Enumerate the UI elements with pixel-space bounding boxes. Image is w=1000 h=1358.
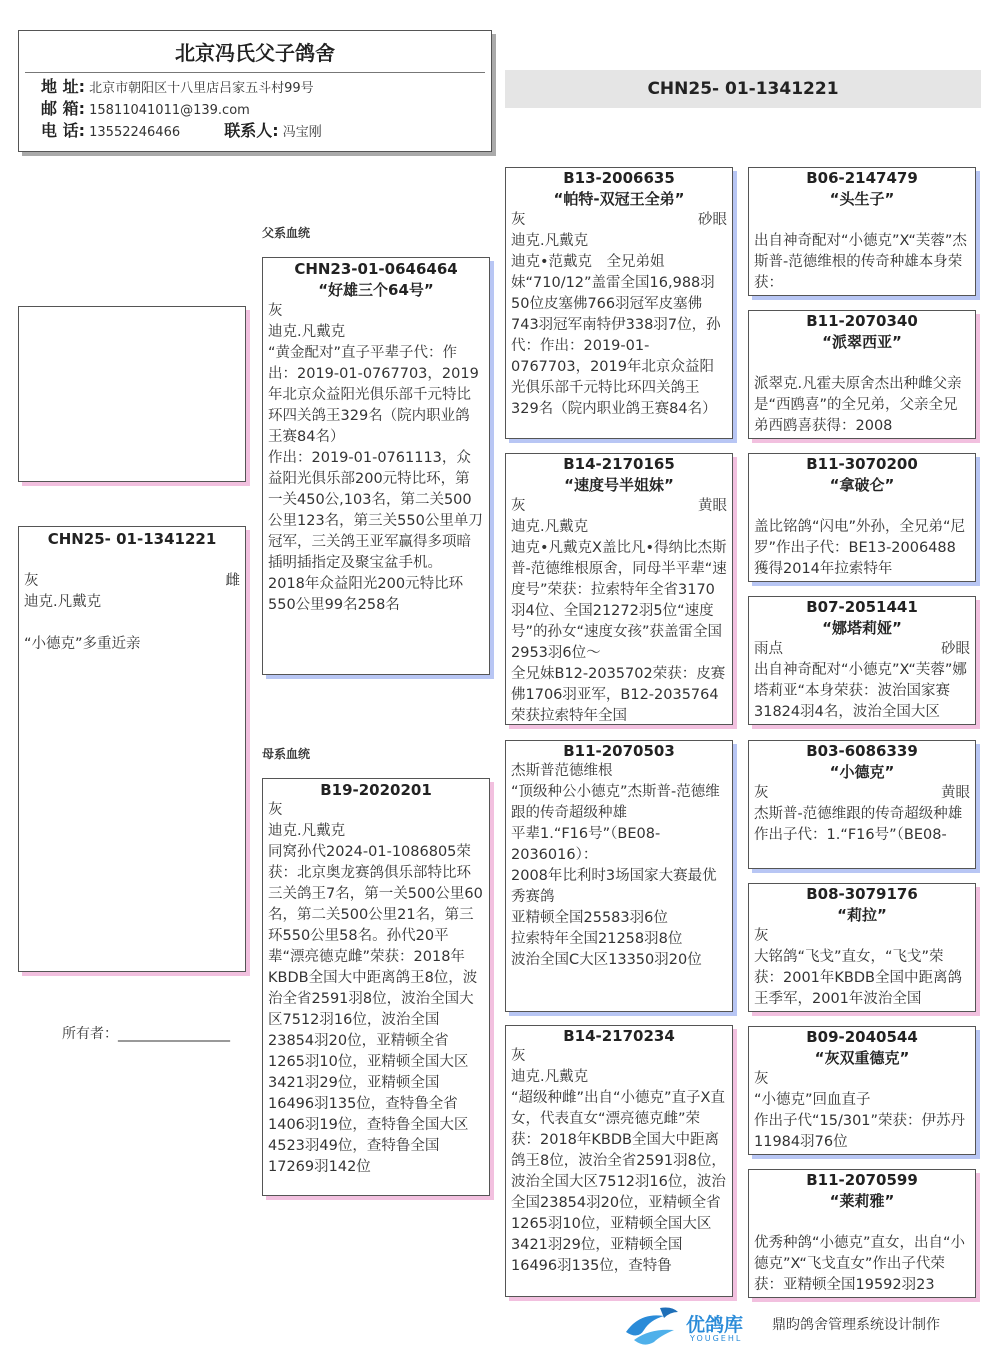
- dam-ring: B19-2020201: [320, 781, 432, 799]
- loft-info-card: [18, 30, 492, 152]
- g4-5-ring: B08-3079176: [806, 885, 918, 903]
- g4-0-name: “头生子”: [829, 190, 895, 208]
- footer-brand-en: YOUGEHL: [690, 1334, 743, 1343]
- g4-7-description: 优秀种鸽“小德克”直女，出自“小德克”X“飞戈直女”作出子代荣获：亚精顿全国19592羽23: [754, 1235, 966, 1293]
- g4-4-description: 杰斯普-范德维跟的传奇超级种雄 作出子代：1.“F16号”（BE08-: [754, 806, 963, 843]
- g4-3-eye: 砂眼: [941, 641, 970, 657]
- subject-sex: 雌: [225, 573, 240, 589]
- subject-color-row: [24, 571, 240, 592]
- g3-1-description: 迪克.凡戴克 迪克•凡戴克X盖比凡•得纳比杰斯普-范德维根原舍，同母半平辈“速度号”荣获：拉索特年全省3170羽4位、全国21272羽5位“速度号”的孙女“速度女孩”获盖雷全国2953羽6位～ 全兄妹B12-2035702荣获：皮赛佛1706羽亚军，B12-2035764荣获拉索特年全国: [511, 519, 727, 724]
- subject-card: [18, 526, 246, 972]
- email-row: [19, 99, 491, 121]
- g4-7-color-row: [754, 1212, 970, 1233]
- subject-strain: 迪克.凡戴克: [24, 594, 102, 610]
- g4-2-name: “拿破仑”: [829, 476, 895, 494]
- g3-1-name: “速度号半姐妹”: [564, 476, 674, 494]
- contact-label: 联系人:: [224, 121, 279, 140]
- g4-4-color-row: [754, 783, 970, 804]
- footer-credit: 鼎昀鸽舍管理系统设计制作: [772, 1317, 940, 1333]
- g3-0-description: 迪克.凡戴克 迪克•范戴克 全兄弟姐妹“710/12”盖雷全国16,988羽50位皮塞佛766羽冠军皮塞佛743羽冠军南特伊338羽7位，孙代：作出：2019-01-0767703，2019年北京众益阳光俱乐部千元特比环四关鸽王329名（院内职业鸽王赛84名）: [511, 233, 721, 417]
- g4-2-ring: B11-3070200: [806, 455, 918, 473]
- granddam-paternal-card: [505, 453, 733, 725]
- g4-4-name: “小德克”: [829, 763, 895, 781]
- g4-6-ring: B09-2040544: [806, 1028, 918, 1046]
- g4-1-description: 派翠克.凡霍夫原舍杰出种雌父亲是“西鸥喜”的全兄弟，父亲全兄弟西鸥喜获得：2008: [754, 376, 962, 434]
- g4-4-eye: 黄眼: [941, 785, 970, 801]
- ring-number-banner: CHN25- 01-1341221: [505, 70, 981, 108]
- g3-3-description: 迪克.凡戴克 “超级种雌”出自“小德克”直子X直女，代表直女“漂亮德克雌”荣获：2018年KBDB全国大中距离鸽王8位，波治全省2591羽8位，波治全国大区7512羽16位，波治全国23854羽20位，亚精顿全省1265羽10位，亚精顿全国大区3421羽29位，亚精顿全国16496羽135位，查特鲁: [511, 1069, 726, 1274]
- subject-ring: CHN25- 01-1341221: [47, 530, 217, 548]
- g4-3-name: “娜塔莉娅”: [822, 619, 902, 637]
- g3-3-color: 灰: [511, 1048, 526, 1064]
- email-label: 邮 箱:: [41, 99, 85, 118]
- ancestor-card-7: [748, 1026, 976, 1155]
- sire-color: 灰: [268, 303, 283, 319]
- g4-1-name: “派翠西亚”: [822, 333, 902, 351]
- g4-5-color: 灰: [754, 928, 769, 944]
- g4-1-ring: B11-2070340: [806, 312, 918, 330]
- farm-name: 北京冯氏父子鸽舍: [175, 41, 335, 65]
- g3-0-color-row: [511, 210, 727, 231]
- subject-note: “小德克”多重近亲: [24, 636, 141, 652]
- g4-3-description: 出自神奇配对“小德克”X“芙蓉”娜塔莉亚“本身荣获：波治国家赛31824羽4名，波治全国大区: [754, 662, 967, 720]
- ancestor-card-5: [748, 740, 976, 869]
- dam-description: 迪克.凡戴克 同窝孙代2024-01-1086805荣获：北京奥龙赛鸽俱乐部特比环三关鸽王7名，第一关500公里60名，第二关500公里21名，第三环550公里58名。孙代20平辈“漂亮德克雌”荣获：2018年KBDB全国大中距离鸽王8位，波治全省2591羽8位，波治全国大区7512羽16位，波治全国23854羽20位，亚精顿全省1265羽10位，亚精顿全国大区3421羽29位，亚精顿全国16496羽135位，查特鲁全省1406羽19位，查特鲁全国大区4523羽49位，查特鲁全国17269羽142位: [268, 823, 483, 1175]
- g4-4-color: 灰: [754, 785, 769, 801]
- g4-1-color-row: [754, 353, 970, 374]
- g4-5-description: 大铭鸽“飞戈”直女，“飞戈”荣获：2001年KBDB全国中距离鸽王季军，2001年波治全国: [754, 949, 962, 1007]
- g4-3-color: 雨点: [754, 641, 783, 657]
- g4-2-color-row: [754, 496, 970, 517]
- g3-1-eye: 黄眼: [698, 498, 727, 514]
- address-label: 地 址:: [41, 77, 85, 96]
- phone-value: 13552246466: [89, 125, 181, 140]
- phone-label: 电 话:: [41, 121, 85, 140]
- ancestor-card-2: [748, 310, 976, 439]
- g4-0-ring: B06-2147479: [806, 169, 918, 187]
- dam-line-label: 母系血统: [262, 747, 311, 761]
- g4-4-ring: B03-6086339: [806, 742, 918, 760]
- g3-0-ring: B13-2006635: [563, 169, 675, 187]
- g3-0-name: “帕特-双冠王全弟”: [553, 190, 685, 208]
- sire-ring: CHN23-01-0646464: [294, 260, 458, 278]
- g4-3-color-row: [754, 639, 970, 660]
- g4-7-ring: B11-2070599: [806, 1171, 918, 1189]
- yougeku-logo-icon: [620, 1302, 682, 1348]
- g3-0-eye: 砂眼: [698, 212, 727, 228]
- ancestor-card-1: [748, 167, 976, 296]
- g4-5-name: “莉拉”: [837, 906, 887, 924]
- g3-0-color: 灰: [511, 212, 526, 228]
- g4-0-description: 出自神奇配对“小德克”X“芙蓉”杰斯普-范德维根的传奇种雄本身荣获：: [754, 233, 967, 291]
- g4-6-color-row: [754, 1069, 970, 1090]
- subject-color: 灰: [24, 573, 39, 589]
- owner-line: 所有者：________________: [62, 1026, 230, 1042]
- g4-5-color-row: [754, 926, 970, 947]
- g4-3-ring: B07-2051441: [806, 598, 918, 616]
- sire-line-label: 父系血统: [262, 226, 311, 240]
- footer: [620, 1302, 980, 1348]
- sire-name: “好雄三个64号”: [318, 281, 434, 299]
- grandsire-maternal-card: [505, 740, 733, 1012]
- email-value: 15811041011@139.com: [89, 103, 250, 118]
- address-value: 北京市朝阳区十八里店吕家五斗村99号: [89, 81, 314, 96]
- phone-row: [19, 121, 491, 143]
- g4-2-description: 盖比铭鸽“闪电”外孙，全兄弟“尼罗”作出子代：BE13-2006488獲得2014年拉索特年: [754, 519, 966, 577]
- g3-1-ring: B14-2170165: [563, 455, 675, 473]
- divider: [25, 72, 485, 73]
- g4-6-color: 灰: [754, 1071, 769, 1087]
- footer-brand: 优鸽库: [686, 1314, 744, 1336]
- g4-0-color-row: [754, 210, 970, 231]
- ancestor-card-4: [748, 596, 976, 725]
- granddam-maternal-card: [505, 1025, 733, 1297]
- g3-2-ring: B11-2070503: [563, 742, 675, 760]
- ancestor-card-6: [748, 883, 976, 1012]
- ancestor-card-3: [748, 453, 976, 582]
- g3-3-color-row: [511, 1046, 727, 1067]
- ancestor-card-8: [748, 1169, 976, 1298]
- g4-6-name: “灰双重德克”: [814, 1049, 910, 1067]
- g4-7-name: “莱莉雅”: [829, 1192, 895, 1210]
- g3-2-description: 杰斯普范德维根 “顶级种公小德克”杰斯普-范德维跟的传奇超级种雄 平辈1.“F16号”（BE08-2036016）： 2008年比利时3场国家大赛最优秀赛鸽 亚精顿全国25583羽6位 拉索特年全国21258羽8位 波治全国C大区13350羽20位: [511, 763, 720, 968]
- g3-3-ring: B14-2170234: [563, 1027, 675, 1045]
- g3-1-color: 灰: [511, 498, 526, 514]
- g3-1-color-row: [511, 496, 727, 517]
- address-row: [19, 77, 491, 99]
- dam-card: [262, 778, 490, 1196]
- sire-card: [262, 257, 490, 675]
- sire-description: 迪克.凡戴克 “黄金配对”直子平辈子代：作出：2019-01-0767703，2019年北京众益阳光俱乐部千元特比环四关鸽王329名（院内职业鸽王赛84名） 作出：2019-01-0761113，众益阳光俱乐部200元特比环，第一关450公,103名，第二关500公里123名，第三关550公里单刀冠军，三关鸽王亚军赢得多项暗插明插指定及聚宝盆手机。 2018年众益阳光200元特比环550公里99名258名: [268, 324, 483, 613]
- dam-color: 灰: [268, 802, 283, 818]
- contact-value: 冯宝刚: [282, 125, 322, 140]
- g4-6-description: “小德克”回血直子 作出子代“15/301”荣获：伊苏丹11984羽76位: [754, 1092, 966, 1150]
- photo-frame: [18, 306, 246, 482]
- grandsire-paternal-card: [505, 167, 733, 439]
